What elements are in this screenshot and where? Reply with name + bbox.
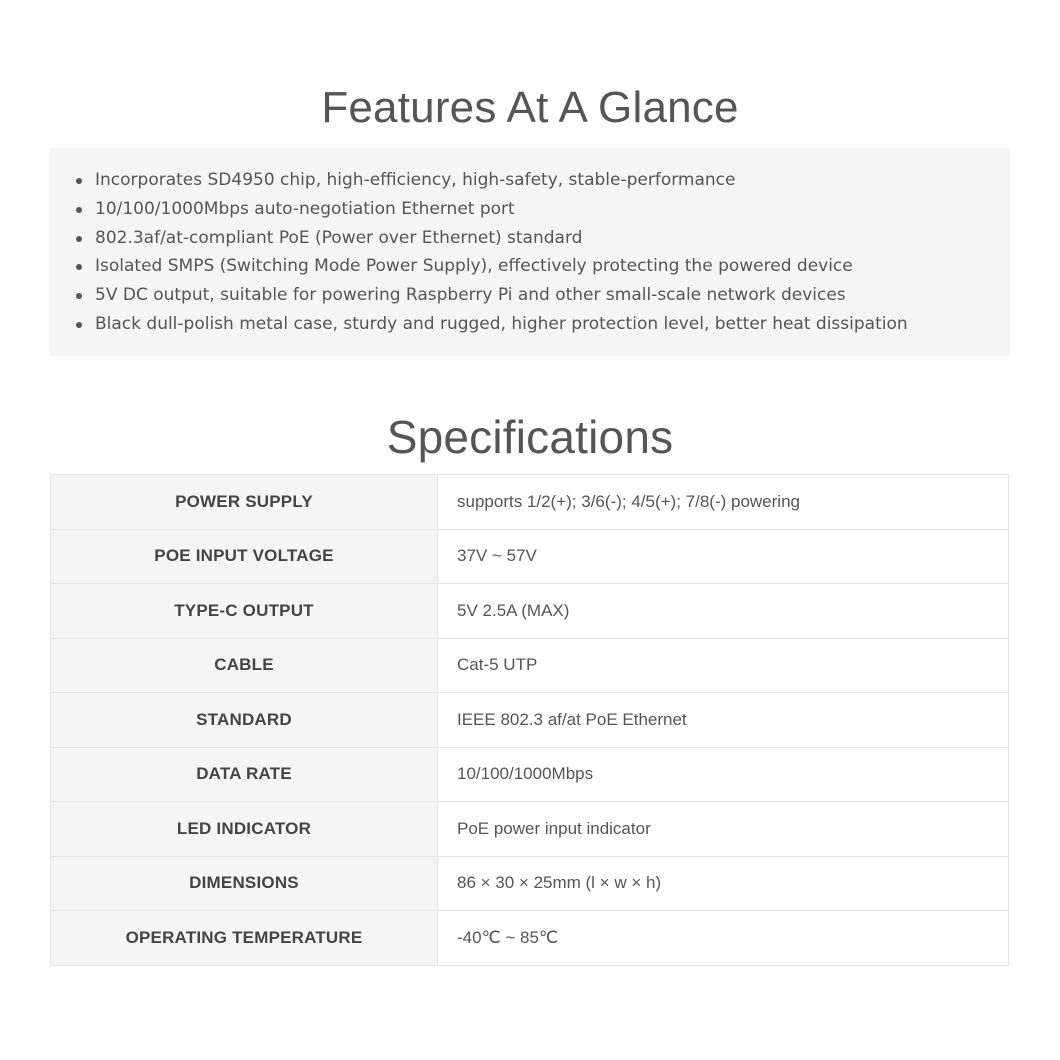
specifications-table [50,474,1009,966]
spec-row-type-c-output [51,584,1009,639]
feature-text: 5V DC output, suitable for powering Raspberry Pi and other small-scale network devices [95,285,846,306]
spec-row-poe-input-voltage [51,529,1009,584]
feature-text: Incorporates SD4950 chip, high-efficiency, high-safety, stable-performance [95,170,736,190]
spec-row-power-supply [51,475,1009,530]
spec-row-dimensions [51,856,1009,911]
bullet-icon [76,178,82,184]
feature-item [50,310,1010,339]
spec-value: supports 1/2(+); 3/6(-); 4/5(+); 7/8(-) powering [438,475,1009,530]
spec-value: IEEE 802.3 af/at PoE Ethernet [438,693,1009,748]
bullet-icon [76,264,82,270]
spec-row-data-rate [51,747,1009,802]
spec-row-led-indicator [51,802,1009,857]
feature-item [50,166,1010,195]
spec-value: 5V 2.5A (MAX) [438,584,1009,639]
bullet-icon [76,236,82,242]
spec-label: CABLE [51,638,438,693]
feature-item [50,224,1010,253]
features-list [50,166,1010,339]
spec-value: 10/100/1000Mbps [438,747,1009,802]
spec-label: DATA RATE [51,747,438,802]
spec-row-operating-temperature [51,911,1009,966]
spec-label: OPERATING TEMPERATURE [51,911,438,966]
bullet-icon [76,207,82,213]
spec-value: -40℃ ~ 85℃ [438,911,1009,966]
feature-text: Black dull-polish metal case, sturdy and rugged, higher protection level, better heat dissipation [95,313,908,334]
spec-label: POWER SUPPLY [51,475,438,530]
spec-label: STANDARD [51,693,438,748]
spec-label: LED INDICATOR [51,802,438,857]
bullet-icon [76,293,82,299]
spec-label: POE INPUT VOLTAGE [51,529,438,584]
spec-row-standard [51,693,1009,748]
spec-label: TYPE-C OUTPUT [51,584,438,639]
spec-value: Cat-5 UTP [438,638,1009,693]
feature-text: 802.3af/at-compliant PoE (Power over Ethernet) standard [95,227,583,248]
spec-label: DIMENSIONS [51,856,438,911]
specifications-title: Specifications [386,411,674,463]
feature-item [50,252,1010,281]
spec-row-cable [51,638,1009,693]
feature-text: 10/100/1000Mbps auto-negotiation Ethernet port [95,198,515,219]
features-box [50,148,1010,356]
spec-value: 37V ~ 57V [438,529,1009,584]
feature-text: Isolated SMPS (Switching Mode Power Supply), effectively protecting the powered device [95,256,853,277]
feature-item [50,281,1010,310]
spec-value: PoE power input indicator [438,802,1009,857]
bullet-icon [76,322,82,328]
features-title: Features At A Glance [321,83,739,132]
feature-item [50,195,1010,224]
spec-value: 86 × 30 × 25mm (l × w × h) [438,856,1009,911]
